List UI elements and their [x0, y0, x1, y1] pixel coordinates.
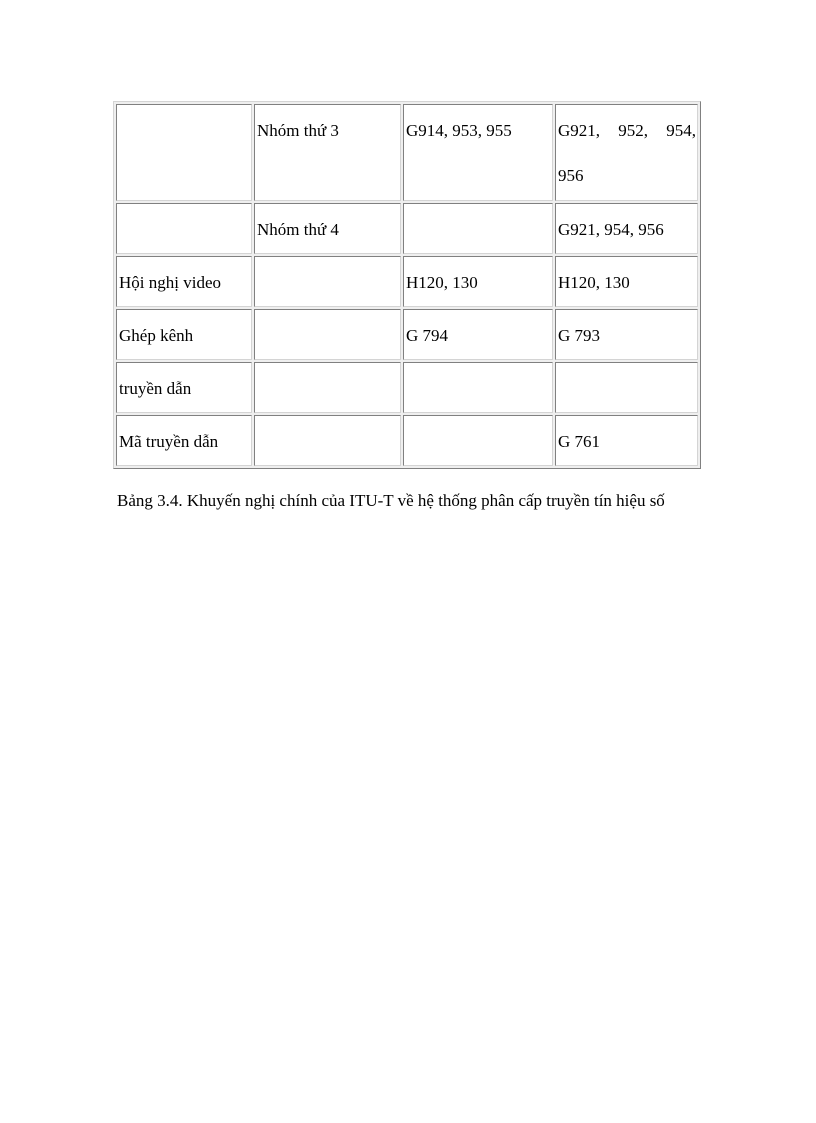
table-row: [116, 203, 698, 254]
table-row: [116, 309, 698, 360]
table-cell: [254, 415, 401, 466]
table-cell: [254, 256, 401, 307]
table-cell: [555, 362, 698, 413]
table-cell: truyền dẫn: [116, 362, 252, 413]
table-cell: H120, 130: [555, 256, 698, 307]
table-cell: G 761: [555, 415, 698, 466]
table-cell: [116, 104, 252, 201]
table-row: [116, 362, 698, 413]
table-cell: H120, 130: [403, 256, 553, 307]
table-cell: [116, 203, 252, 254]
table-cell: [254, 362, 401, 413]
table-cell: G921, 954, 956: [555, 203, 698, 254]
table-row: [116, 415, 698, 466]
table-cell: G914, 953, 955: [403, 104, 553, 201]
table-cell: [403, 362, 553, 413]
table-cell: Hội nghị video: [116, 256, 252, 307]
table-cell: Nhóm thứ 4: [254, 203, 401, 254]
table-cell: G921, 952, 954, 956: [555, 104, 698, 201]
table-cell: Mã truyền dẫn: [116, 415, 252, 466]
table-caption: Bảng 3.4. Khuyến nghị chính của ITU-T về hệ thống phân cấp truyền tín hiệu số: [117, 491, 665, 510]
table-cell: [403, 203, 553, 254]
table-cell: [403, 415, 553, 466]
table-row: [116, 104, 698, 201]
recommendations-table: [113, 101, 701, 469]
table-cell: Nhóm thứ 3: [254, 104, 401, 201]
table-cell: [254, 309, 401, 360]
table-row: [116, 256, 698, 307]
table-cell: G 794: [403, 309, 553, 360]
table-cell: Ghép kênh: [116, 309, 252, 360]
table-cell: G 793: [555, 309, 698, 360]
